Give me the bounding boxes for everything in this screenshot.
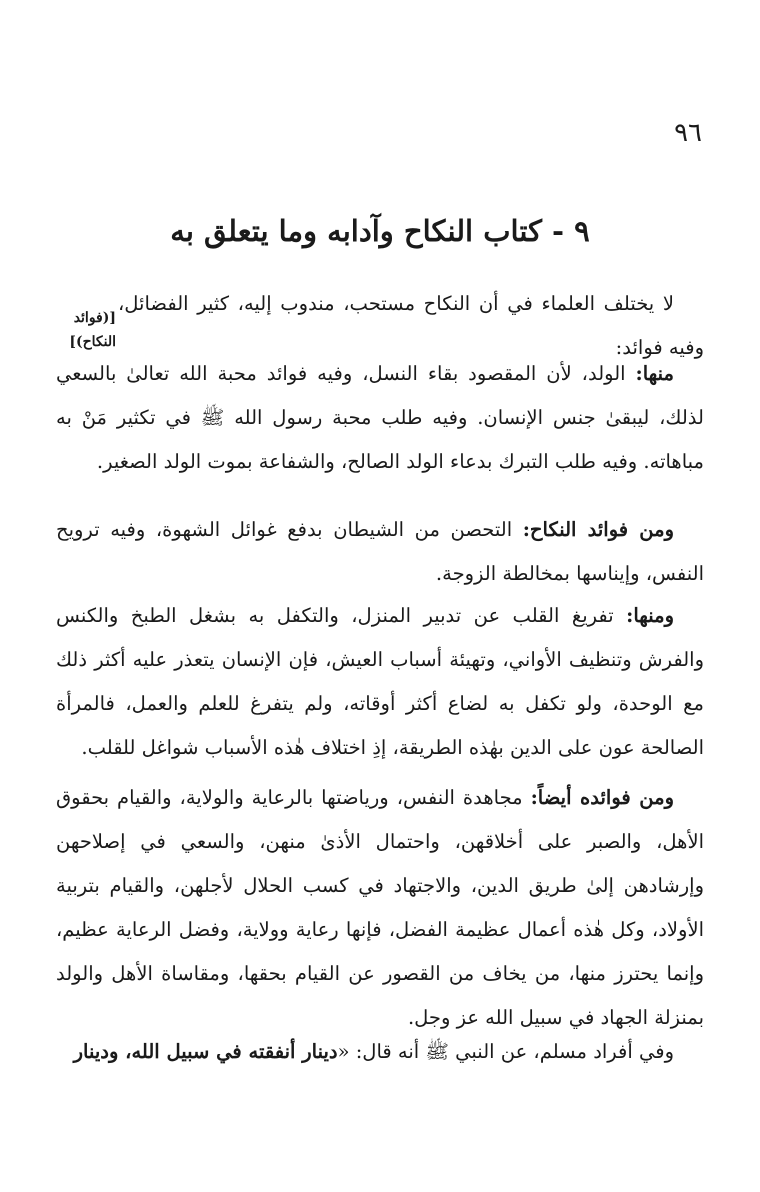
paragraph-intro-text: لا يختلف العلماء في أن النكاح مستحب، مندوب إليه، كثير الفضائل، وفيه فوائد: [118,292,704,359]
paragraph-self-discipline-lead: ومن فوائده أيضاً: [530,786,674,809]
paragraph-hadith-quote: دينار أنفقته في سبيل الله، ودينار [73,1040,338,1063]
chapter-title: ٩ - كتاب النكاح وآدابه وما يتعلق به [170,214,590,248]
paragraph-offspring [56,352,704,484]
paragraph-offspring-body: الولد، لأن المقصود بقاء النسل، وفيه فوائد محبة الله تعالىٰ بالسعي لذلك، ليبقىٰ جنس الإنسان. وفيه طلب محبة رسول الله ﷺ في تكثير مَنْ به مباهاته. وفيه طلب التبرك بدعاء الولد الصالح، والشفاعة بموت الولد الصغير. [56,362,704,473]
paragraph-hadith-body: وفي أفراد مسلم، عن النبي ﷺ أنه قال: « [337,1040,674,1063]
paragraph-self-discipline-body: مجاهدة النفس، ورياضتها بالرعاية والولاية، والقيام بحقوق الأهل، والصبر على أخلاقهن، واحتمال الأذىٰ منهن، والسعي في إصلاحهن وإرشادهن إلىٰ طريق الدين، والاجتهاد في كسب الحلال لأجلهن، والقيام بتربية الأولاد، وكل هٰذه أعمال عظيمة الفضل، فإنها رعاية وولاية، وفضل الرعاية عظيم، وإنما يحترز منها، من يخاف من القصور عن القيام بحقها، ومقاساة الأهل والولد بمنزلة الجهاد في سبيل الله عز وجل. [56,786,704,1029]
paragraph-household-lead: ومنها: [626,604,674,627]
margin-note [56,306,116,354]
paragraph-chastity-body: التحصن من الشيطان بدفع غوائل الشهوة، وفيه ترويح النفس، وإيناسها بمخالطة الزوجة. [56,518,704,585]
margin-note-line-1: [(فوائد [73,310,116,326]
margin-note-line-2: النكاح)] [69,334,116,350]
paragraph-offspring-lead: منها: [635,362,674,385]
paragraph-hadith [56,1030,704,1074]
paragraph-chastity-lead: ومن فوائد النكاح: [522,518,674,541]
paragraph-household-body: تفريغ القلب عن تدبير المنزل، والتكفل به بشغل الطبخ والكنس والفرش وتنظيف الأواني، وتهيئة أسباب العيش، فإن الإنسان يتعذر عليه أكثر ذلك مع الوحدة، ولو تكفل به لضاع أكثر أوقاته، ولم يتفرغ للعلم والعمل، فالمرأة الصالحة عون على الدين بهٰذه الطريقة، إذِ اختلاف هٰذه الأسباب شواغل للقلب. [56,604,704,759]
page-number: ٩٦ [674,118,702,148]
paragraph-self-discipline [56,776,704,1040]
paragraph-household [56,594,704,770]
paragraph-chastity [56,508,704,596]
